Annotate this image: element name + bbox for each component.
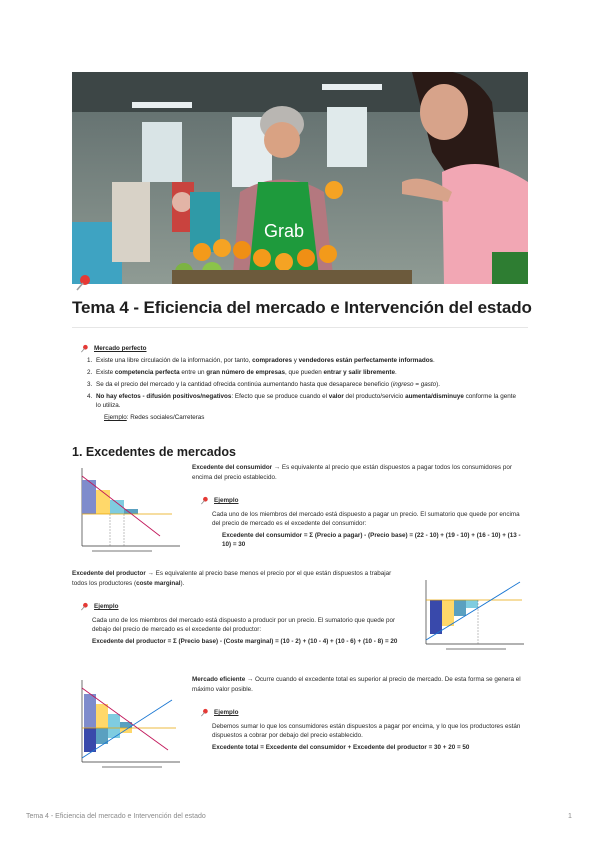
pushpin-icon [80,602,89,611]
pushpin-icon [200,708,209,717]
total-surplus-diagram [72,676,184,772]
pushpin-icon [80,344,89,353]
page-title: Tema 4 - Eficiencia del mercado e Intervención del estado [72,298,532,317]
pushpin-icon [74,273,94,293]
list-item: 3. Se da el precio del mercado y la cantidad ofrecida continúa aumentando hasta que desaparece beneficio (ingreso = gasto). [94,380,520,389]
producer-surplus-diagram [416,578,528,654]
producer-example: Ejemplo Cada uno de los miembros del mercado está dispuesto a producir por un precio. El sumatorio que quede por debajo del precio de mercado es el excedente del productor: Excedente del productor = Σ (Precio base) - (Coste marginal) = (10 - 2) + (10 - 4) + (10 - 6) + (10 - 8) = 20 [80,602,408,646]
list-item: 2. Existe competencia perfecta entre un gran número de empresas, que pueden entrar y salir libremente. [94,368,520,377]
svg-text:Grab: Grab [264,221,305,241]
list-item: 1. Existe una libre circulación de la información, por tanto, compradores y vendedores están perfectamente informados. [94,356,520,365]
producer-surplus-definition: Excedente del productor → Es equivalente al precio base menos el precio por el que están dispuestos a trabajar todos los productores (coste marginal). [72,570,392,587]
page-number: 1 [568,813,572,820]
callout-mercado-perfecto [80,344,520,422]
efficient-market-definition: Mercado eficiente → Ocurre cuando el excedente total es superior al precio de mercado. De esta forma se genera el máximo valor posible. [192,676,521,693]
section-heading: 1. Excedentes de mercados [72,445,236,459]
pushpin-icon [200,496,209,505]
footer-title: Tema 4 - Eficiencia del mercado e Intervención del estado [26,813,206,820]
title-divider [72,327,528,328]
list-item: 4. No hay efectos - difusión positivos/negativos: Efecto que se produce cuando el valor del producto/servicio aumenta/disminuye conforme la gente lo utiliza. [94,392,520,410]
hero-image-market [72,72,528,284]
efficient-example: Ejemplo Debemos sumar lo que los consumidores están dispuestos a pagar por encima, y lo que los productores están dispuestos a cobrar por debajo del precio establecido. Excedente total = Excedente del consumidor + Excedente del productor = 30 + 20 = 50 [200,708,526,752]
callout-label: Mercado perfecto [94,345,147,352]
consumer-surplus-diagram [72,464,184,556]
consumer-surplus-definition: Excedente del consumidor → Es equivalente al precio que están dispuestos a pagar todos los consumidores por encima del precio establecido. [192,464,512,481]
callout-example: Ejemplo: Redes sociales/Carreteras [104,414,205,421]
consumer-example: Ejemplo Cada uno de los miembros del mercado está dispuesto a pagar un precio. El sumatorio que quede por encima del precio de mercado es el excedente del consumidor: Excedente del consumidor = Σ (Precio a pagar) - (Precio base) = (22 - 10) + (19 - 10) + (16 - 10) + (13 - 10) = 30 [200,496,526,550]
